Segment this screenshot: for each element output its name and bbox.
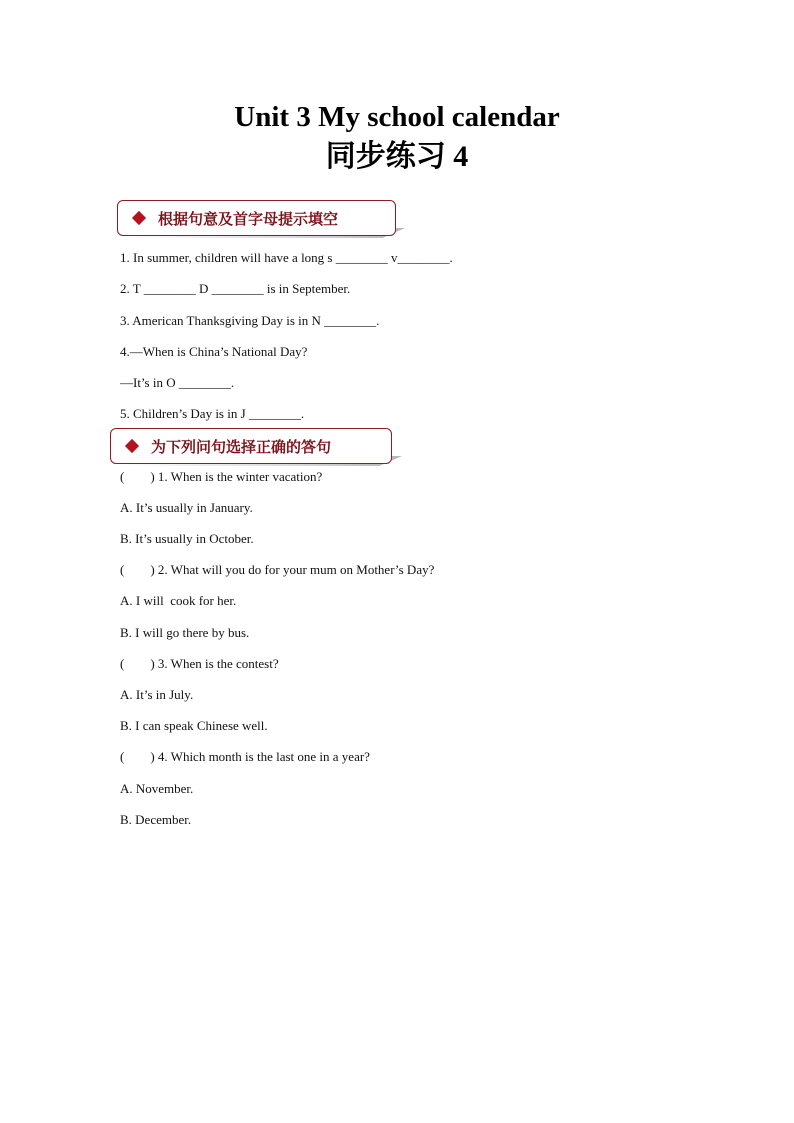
question-line: ( ) 1. When is the winter vacation? (120, 469, 323, 484)
answer-option: B. I can speak Chinese well. (120, 718, 268, 733)
page-subtitle: 同步练习 4 (325, 140, 469, 173)
question-line: ( ) 2. What will you do for your mum on Mother’s Day? (120, 562, 435, 577)
diamond-icon (132, 211, 146, 225)
question-line: 5. Children’s Day is in J ________. (120, 406, 305, 421)
section-heading-text: 根据句意及首字母提示填空 (158, 209, 339, 228)
section-heading-text: 为下列问句选择正确的答句 (151, 437, 332, 456)
question-line: 1. In summer, children will have a long s ________ v________. (120, 250, 453, 265)
diamond-icon (125, 439, 139, 453)
page-title: Unit 3 My school calendar (234, 101, 560, 133)
answer-option: B. I will go there by bus. (120, 625, 250, 640)
section-heading-fill-blanks (117, 200, 396, 236)
answer-option: A. It’s usually in January. (120, 500, 253, 515)
question-line: ( ) 3. When is the contest? (120, 656, 279, 671)
section-heading-choose-answers (110, 428, 392, 464)
answer-option: A. It’s in July. (120, 687, 194, 702)
question-line: 2. T ________ D ________ is in September. (120, 281, 351, 296)
question-line: —It’s in O ________. (120, 375, 235, 390)
answer-option: B. It’s usually in October. (120, 531, 254, 546)
question-line: 4.—When is China’s National Day? (120, 344, 308, 359)
question-line: ( ) 4. Which month is the last one in a year? (120, 749, 370, 764)
answer-option: B. December. (120, 812, 192, 827)
answer-option: A. I will cook for her. (120, 593, 237, 608)
answer-option: A. November. (120, 781, 194, 796)
question-line: 3. American Thanksgiving Day is in N ________. (120, 313, 380, 328)
